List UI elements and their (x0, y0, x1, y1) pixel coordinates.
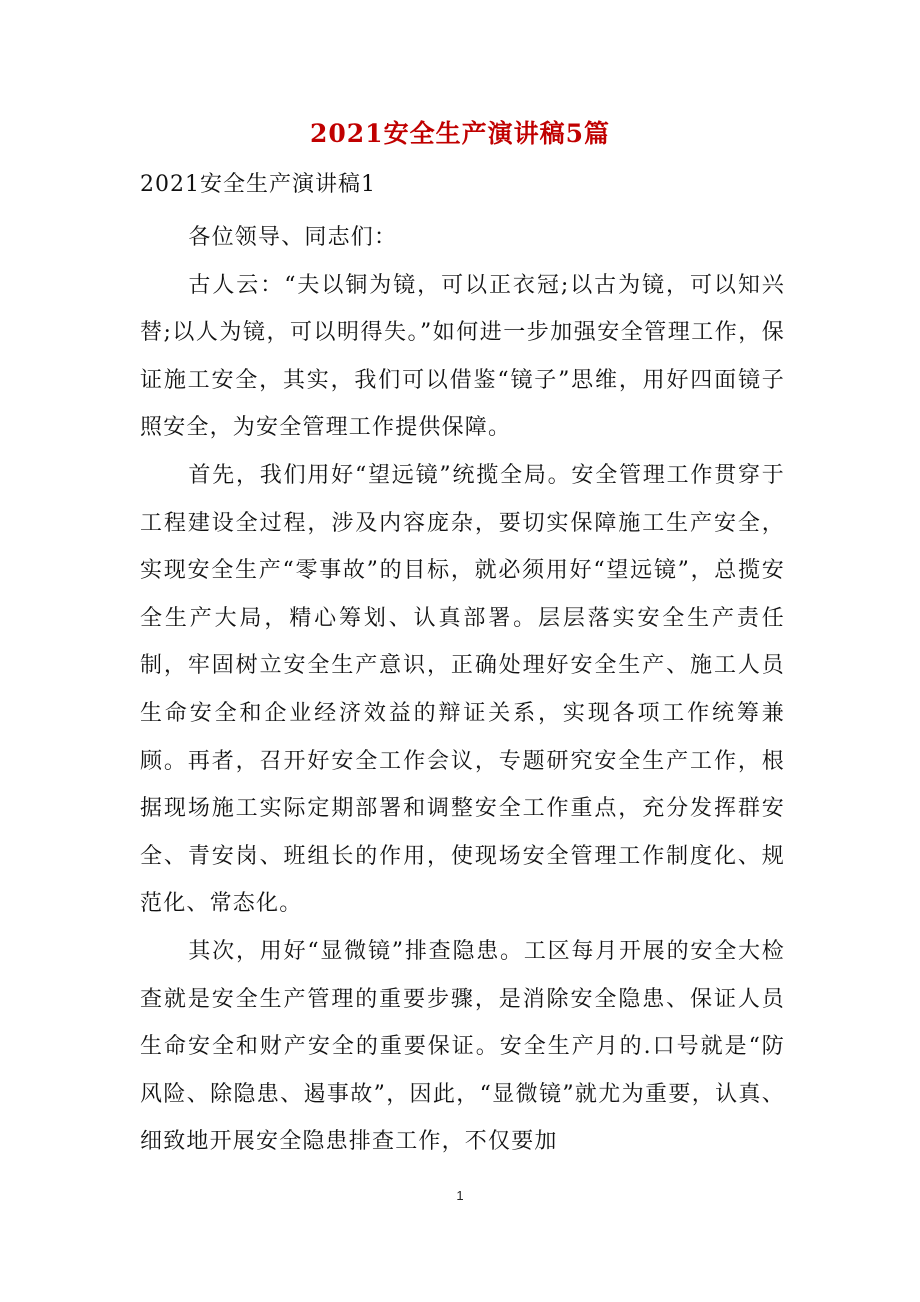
document-subtitle: 2021安全生产演讲稿1 (140, 172, 376, 197)
greeting-paragraph: 各位领导、同志们： (188, 225, 398, 250)
body-paragraph: 古人云：“夫以铜为镜，可以正衣冠;以古为镜，可以知兴替;以人为镜，可以明得失。”如何进一步加强安全管理工作，保证施工安全，其实，我们可以借鉴“镜子”思维，用好四面镜子照安全，为安全管理工作提供保障。 (140, 272, 785, 441)
body-paragraph: 其次，用好“显微镜”排查隐患。工区每月开展的安全大检查就是安全生产管理的重要步骤，是消除安全隐患、保证人员生命安全和财产安全的重要保证。安全生产月的.口号就是“防风险、除隐患、遏事故”，因此，“显微镜”就尤为重要，认真、细致地开展安全隐患排查工作，不仅要加 (140, 938, 785, 1155)
document-title: 2021安全生产演讲稿5篇 (310, 119, 610, 148)
body-paragraph: 首先，我们用好“望远镜”统揽全局。安全管理工作贯穿于工程建设全过程，涉及内容庞杂，要切实保障施工生产安全，实现安全生产“零事故”的目标，就必须用好“望远镜”，总揽安全生产大局，精心筹划、认真部署。层层落实安全生产责任制，牢固树立安全生产意识，正确处理好安全生产、施工人员生命安全和企业经济效益的辩证关系，实现各项工作统筹兼顾。再者，召开好安全工作会议，专题研究安全生产工作，根据现场施工实际定期部署和调整安全工作重点，充分发挥群安全、青安岗、班组长的作用，使现场安全管理工作制度化、规范化、常态化。 (140, 462, 785, 917)
document-body (140, 214, 785, 1166)
page-number: 1 (456, 1188, 464, 1203)
